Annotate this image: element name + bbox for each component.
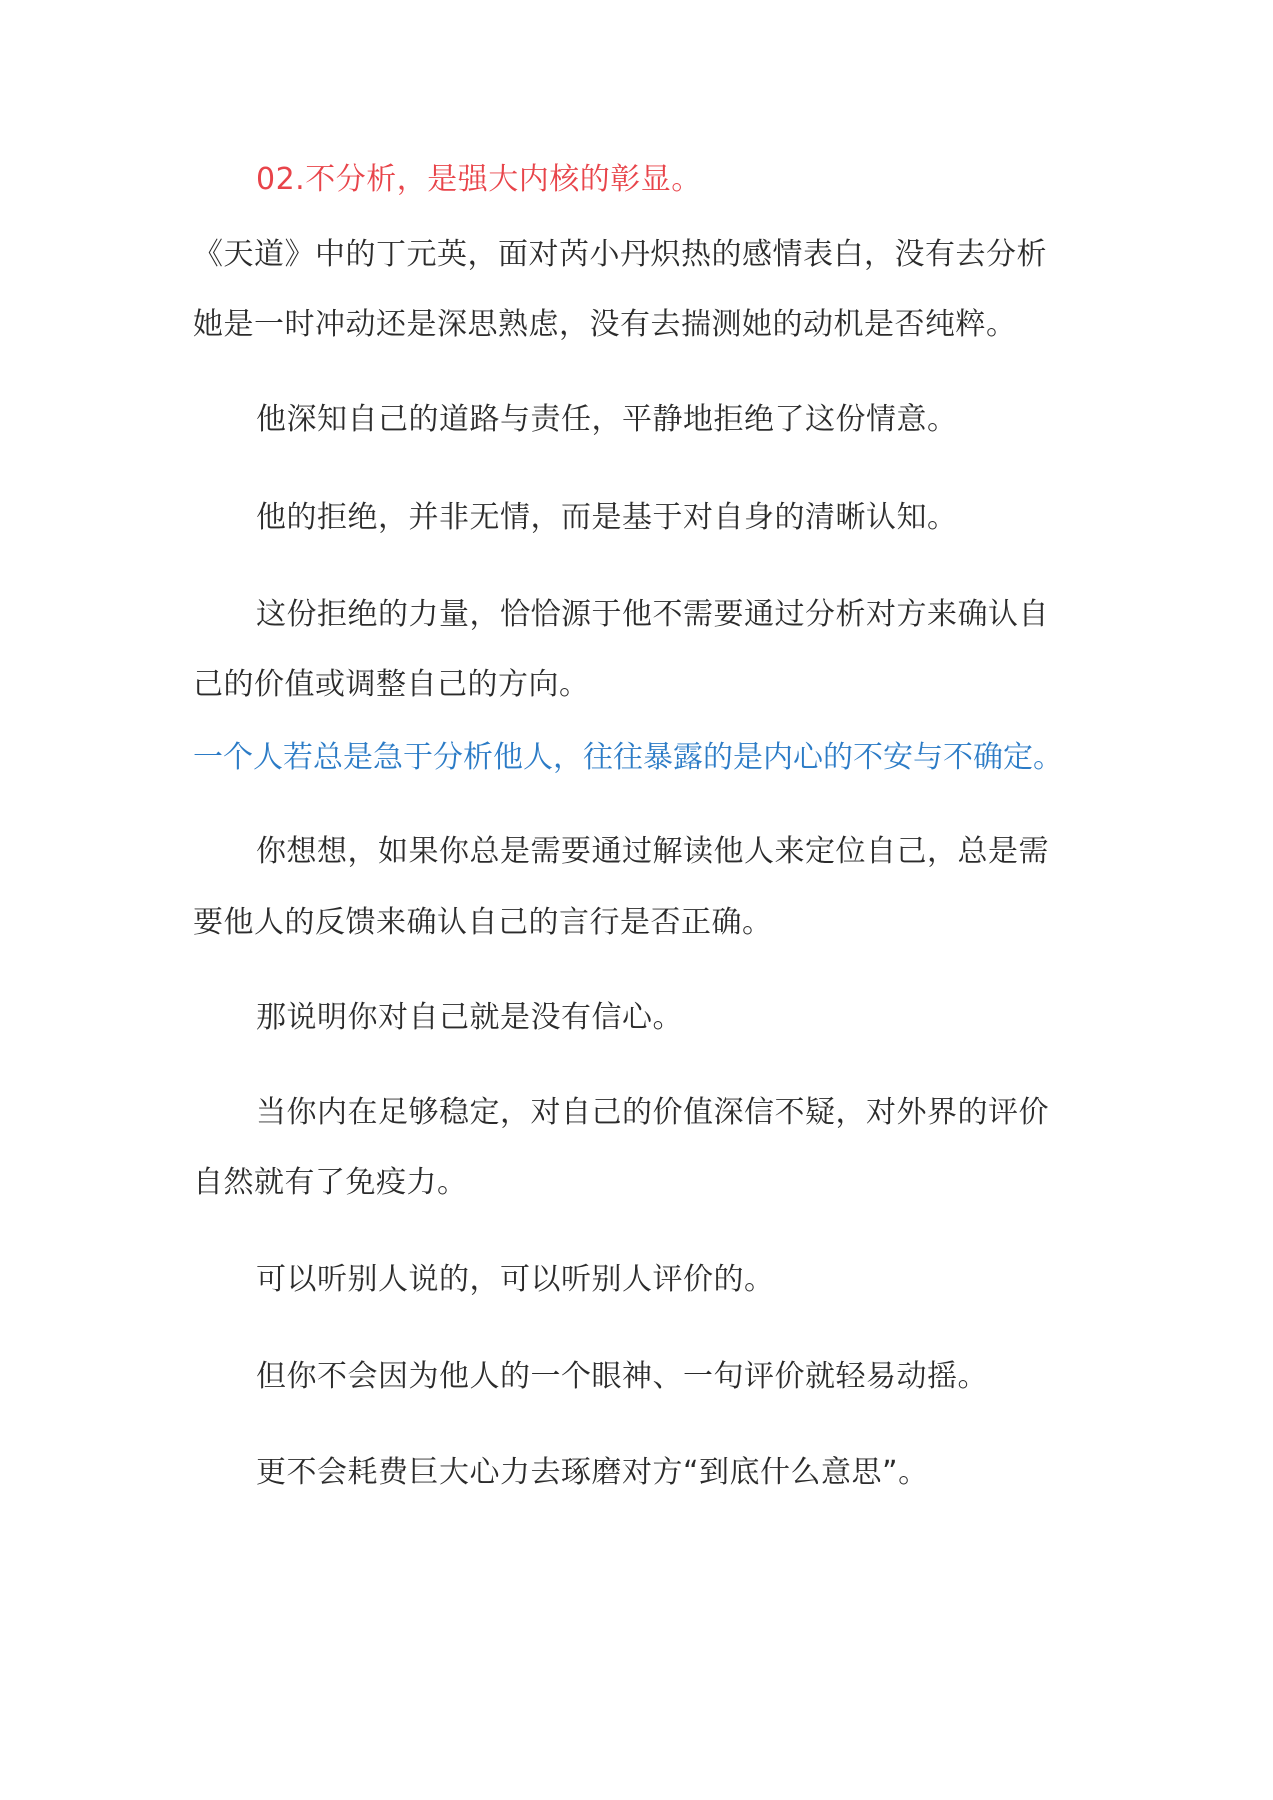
- paragraph-9: 但你不会因为他人的一个眼神、一句评价就轻易动摇。: [256, 1359, 988, 1394]
- paragraph-4-line-1: 这份拒绝的力量，恰恰源于他不需要通过分析对方来确认自: [256, 597, 1049, 632]
- paragraph-1-line-2: 她是一时冲动还是深思熟虑，没有去揣测她的动机是否纯粹。: [193, 307, 1017, 342]
- highlight-sentence: 一个人若总是急于分析他人，往往暴露的是内心的不安与不确定。: [193, 740, 1063, 775]
- paragraph-10: 更不会耗费巨大心力去琢磨对方“到底什么意思”。: [256, 1455, 929, 1490]
- paragraph-2: 他深知自己的道路与责任，平静地拒绝了这份情意。: [256, 402, 958, 437]
- paragraph-3: 他的拒绝，并非无情，而是基于对自身的清晰认知。: [256, 500, 958, 535]
- paragraph-6: 那说明你对自己就是没有信心。: [256, 1000, 683, 1035]
- paragraph-7-line-2: 自然就有了免疫力。: [193, 1165, 468, 1200]
- paragraph-8: 可以听别人说的，可以听别人评价的。: [256, 1262, 775, 1297]
- section-heading: 02.不分析，是强大内核的彰显。: [256, 162, 702, 197]
- paragraph-5-line-2: 要他人的反馈来确认自己的言行是否正确。: [193, 905, 773, 940]
- paragraph-7-line-1: 当你内在足够稳定，对自己的价值深信不疑，对外界的评价: [256, 1095, 1049, 1130]
- paragraph-1-line-1: 《天道》中的丁元英，面对芮小丹炽热的感情表白，没有去分析: [193, 237, 1047, 272]
- paragraph-4-line-2: 己的价值或调整自己的方向。: [193, 667, 590, 702]
- paragraph-5-line-1: 你想想，如果你总是需要通过解读他人来定位自己，总是需: [256, 834, 1049, 869]
